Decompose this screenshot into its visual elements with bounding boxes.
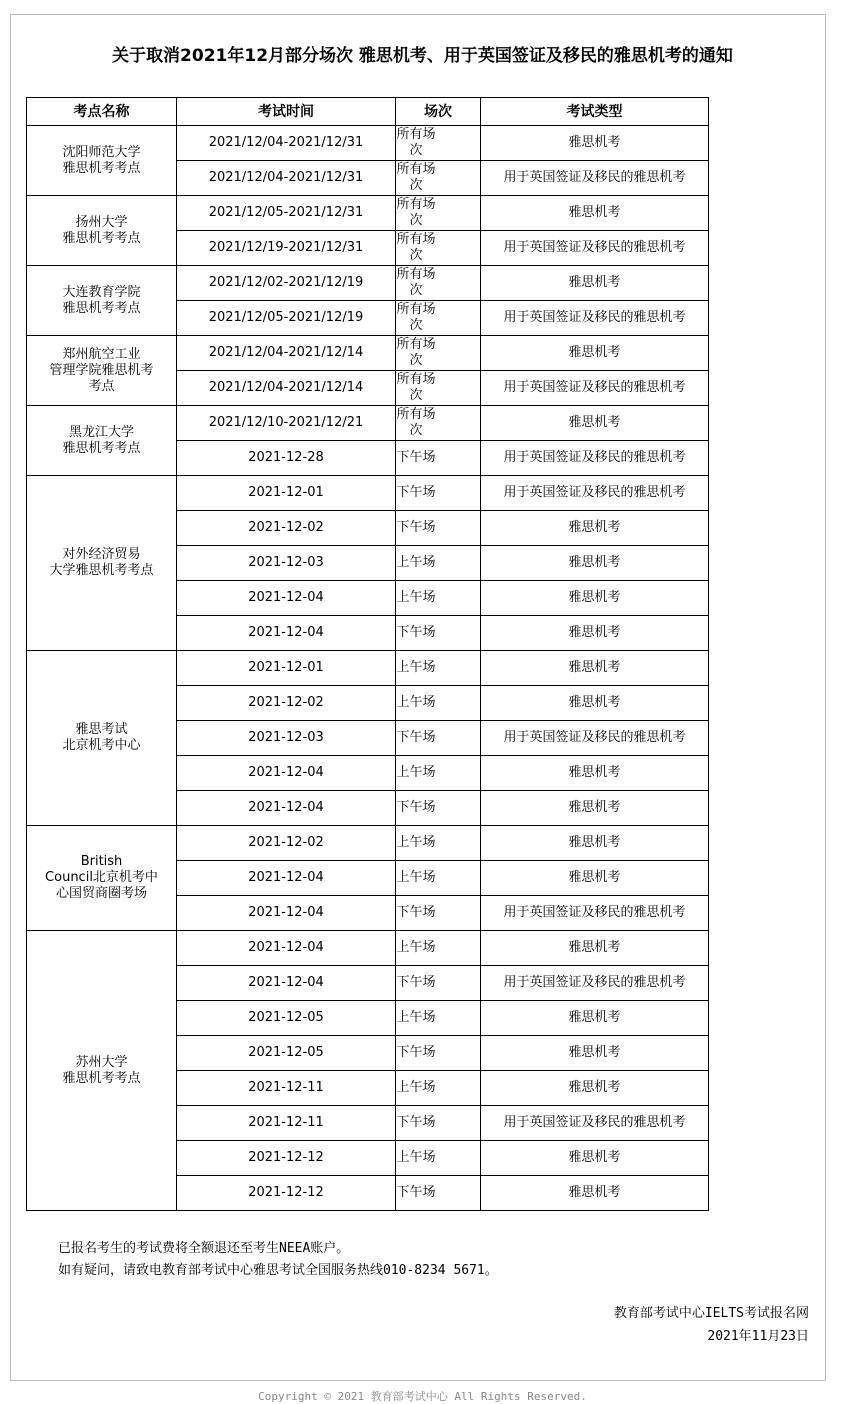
exam-date: 2021-12-02 (177, 511, 396, 546)
table-row (27, 126, 709, 161)
exam-type: 雅思机考 (481, 1071, 709, 1106)
exam-type: 雅思机考 (481, 196, 709, 231)
exam-type: 用于英国签证及移民的雅思机考 (481, 476, 709, 511)
exam-date: 2021-12-04 (177, 756, 396, 791)
exam-date: 2021-12-01 (177, 476, 396, 511)
exam-date: 2021-12-05 (177, 1036, 396, 1071)
exam-session-cell (396, 231, 481, 266)
exam-session: 下午场 (396, 450, 436, 465)
exam-session-cell (396, 1071, 481, 1106)
exam-type: 用于英国签证及移民的雅思机考 (481, 371, 709, 406)
test-center-name: 对外经济贸易 大学雅思机考考点 (27, 476, 177, 651)
exam-type: 雅思机考 (481, 1176, 709, 1211)
exam-session-cell (396, 1176, 481, 1211)
exam-session: 所有场次 (396, 232, 436, 263)
exam-type: 雅思机考 (481, 336, 709, 371)
exam-date: 2021-12-05 (177, 1001, 396, 1036)
exam-type: 雅思机考 (481, 791, 709, 826)
exam-session-cell (396, 1106, 481, 1141)
exam-type: 雅思机考 (481, 1001, 709, 1036)
exam-session: 上午场 (396, 1010, 436, 1025)
exam-type: 用于英国签证及移民的雅思机考 (481, 1106, 709, 1141)
exam-session: 上午场 (396, 870, 436, 885)
exam-session-cell (396, 651, 481, 686)
exam-session-cell (396, 931, 481, 966)
exam-type: 雅思机考 (481, 651, 709, 686)
exam-session-cell (396, 686, 481, 721)
exam-session-cell (396, 581, 481, 616)
exam-type: 雅思机考 (481, 581, 709, 616)
exam-session-cell (396, 406, 481, 441)
exam-date: 2021-12-04 (177, 581, 396, 616)
exam-type: 雅思机考 (481, 756, 709, 791)
exam-session: 所有场次 (396, 407, 436, 438)
exam-session: 所有场次 (396, 372, 436, 403)
table-row (27, 266, 709, 301)
exam-session: 下午场 (396, 1045, 436, 1060)
exam-session: 下午场 (396, 800, 436, 815)
exam-type: 用于英国签证及移民的雅思机考 (481, 441, 709, 476)
exam-session-cell (396, 126, 481, 161)
table-row (27, 196, 709, 231)
exam-type: 用于英国签证及移民的雅思机考 (481, 161, 709, 196)
table-header-row (27, 98, 709, 126)
exam-session-cell (396, 301, 481, 336)
exam-session: 上午场 (396, 695, 436, 710)
exam-date: 2021-12-04 (177, 791, 396, 826)
exam-date: 2021-12-01 (177, 651, 396, 686)
test-center-name: 大连教育学院 雅思机考考点 (27, 266, 177, 336)
exam-session-cell (396, 1036, 481, 1071)
exam-session: 下午场 (396, 730, 436, 745)
refund-note: 已报名考生的考试费将全额退还至考生NEEA账户。 (58, 1241, 350, 1256)
exam-date: 2021-12-02 (177, 686, 396, 721)
exam-session-cell (396, 371, 481, 406)
exam-date: 2021-12-04 (177, 931, 396, 966)
exam-type: 雅思机考 (481, 826, 709, 861)
table-row (27, 826, 709, 861)
exam-session: 下午场 (396, 520, 436, 535)
table-row (27, 336, 709, 371)
exam-type: 雅思机考 (481, 931, 709, 966)
test-center-name: 雅思考试 北京机考中心 (27, 651, 177, 826)
header-type: 考试类型 (481, 98, 709, 126)
exam-type: 雅思机考 (481, 266, 709, 301)
exam-session-cell (396, 266, 481, 301)
exam-date: 2021/12/04-2021/12/14 (177, 336, 396, 371)
header-session: 场次 (396, 98, 481, 126)
exam-date: 2021/12/04-2021/12/31 (177, 161, 396, 196)
exam-session: 所有场次 (396, 302, 436, 333)
exam-session-cell (396, 476, 481, 511)
exam-date: 2021/12/19-2021/12/31 (177, 231, 396, 266)
exam-session-cell (396, 1141, 481, 1176)
table-row (27, 406, 709, 441)
table-row (27, 651, 709, 686)
exam-date: 2021-12-04 (177, 616, 396, 651)
exam-session-cell (396, 546, 481, 581)
exam-type: 雅思机考 (481, 406, 709, 441)
test-center-name: 黑龙江大学 雅思机考考点 (27, 406, 177, 476)
exam-date: 2021/12/05-2021/12/31 (177, 196, 396, 231)
exam-date: 2021/12/10-2021/12/21 (177, 406, 396, 441)
exam-session: 上午场 (396, 940, 436, 955)
exam-date: 2021-12-11 (177, 1071, 396, 1106)
exam-session: 上午场 (396, 835, 436, 850)
header-time: 考试时间 (177, 98, 396, 126)
exam-date: 2021/12/05-2021/12/19 (177, 301, 396, 336)
exam-session-cell (396, 441, 481, 476)
exam-date: 2021-12-03 (177, 546, 396, 581)
exam-session-cell (396, 721, 481, 756)
exam-type: 雅思机考 (481, 511, 709, 546)
exam-session: 上午场 (396, 660, 436, 675)
table-row (27, 931, 709, 966)
cancellation-table (26, 97, 709, 1211)
exam-date: 2021-12-03 (177, 721, 396, 756)
exam-type: 雅思机考 (481, 546, 709, 581)
exam-date: 2021-12-28 (177, 441, 396, 476)
exam-date: 2021-12-04 (177, 896, 396, 931)
exam-date: 2021/12/04-2021/12/14 (177, 371, 396, 406)
test-center-name: British Council北京机考中 心国贸商圈考场 (27, 826, 177, 931)
exam-session: 下午场 (396, 1115, 436, 1130)
copyright-footer: Copyright © 2021 教育部考试中心 All Rights Reserved. (258, 1390, 587, 1403)
exam-date: 2021/12/04-2021/12/31 (177, 126, 396, 161)
test-center-name: 扬州大学 雅思机考考点 (27, 196, 177, 266)
exam-type: 用于英国签证及移民的雅思机考 (481, 231, 709, 266)
exam-session-cell (396, 1001, 481, 1036)
exam-session: 下午场 (396, 975, 436, 990)
exam-session-cell (396, 511, 481, 546)
exam-type: 用于英国签证及移民的雅思机考 (481, 301, 709, 336)
exam-date: 2021-12-12 (177, 1176, 396, 1211)
exam-session-cell (396, 896, 481, 931)
exam-session: 下午场 (396, 1185, 436, 1200)
exam-session: 所有场次 (396, 197, 436, 228)
exam-session-cell (396, 196, 481, 231)
exam-session: 所有场次 (396, 337, 436, 368)
exam-session: 下午场 (396, 905, 436, 920)
test-center-name: 郑州航空工业 管理学院雅思机考 考点 (27, 336, 177, 406)
exam-session: 上午场 (396, 765, 436, 780)
signature-org: 教育部考试中心IELTS考试报名网 (613, 1306, 809, 1321)
exam-date: 2021-12-11 (177, 1106, 396, 1141)
exam-session: 所有场次 (396, 267, 436, 298)
exam-type: 用于英国签证及移民的雅思机考 (481, 896, 709, 931)
table-row (27, 476, 709, 511)
exam-date: 2021-12-02 (177, 826, 396, 861)
header-center: 考点名称 (27, 98, 177, 126)
exam-type: 雅思机考 (481, 1036, 709, 1071)
exam-session-cell (396, 791, 481, 826)
exam-type: 雅思机考 (481, 861, 709, 896)
exam-type: 用于英国签证及移民的雅思机考 (481, 966, 709, 1001)
exam-type: 雅思机考 (481, 686, 709, 721)
exam-session: 所有场次 (396, 127, 436, 158)
table-body (27, 126, 709, 1211)
exam-date: 2021-12-04 (177, 966, 396, 1001)
signature-date: 2021年11月23日 (707, 1329, 809, 1344)
exam-date: 2021-12-12 (177, 1141, 396, 1176)
exam-date: 2021-12-04 (177, 861, 396, 896)
exam-session: 上午场 (396, 555, 436, 570)
exam-session-cell (396, 336, 481, 371)
exam-type: 雅思机考 (481, 126, 709, 161)
exam-session-cell (396, 826, 481, 861)
exam-session-cell (396, 966, 481, 1001)
exam-session-cell (396, 161, 481, 196)
exam-type: 雅思机考 (481, 616, 709, 651)
exam-session-cell (396, 861, 481, 896)
exam-session-cell (396, 616, 481, 651)
exam-type: 用于英国签证及移民的雅思机考 (481, 721, 709, 756)
exam-session: 所有场次 (396, 162, 436, 193)
exam-session: 上午场 (396, 1080, 436, 1095)
test-center-name: 苏州大学 雅思机考考点 (27, 931, 177, 1211)
exam-session: 上午场 (396, 1150, 436, 1165)
exam-date: 2021/12/02-2021/12/19 (177, 266, 396, 301)
page-title: 关于取消2021年12月部分场次 雅思机考、用于英国签证及移民的雅思机考的通知 (112, 46, 733, 66)
exam-session: 下午场 (396, 485, 436, 500)
contact-note: 如有疑问，请致电教育部考试中心雅思考试全国服务热线010-8234 5671。 (58, 1263, 498, 1278)
exam-session: 上午场 (396, 590, 436, 605)
exam-session-cell (396, 756, 481, 791)
test-center-name: 沈阳师范大学 雅思机考考点 (27, 126, 177, 196)
exam-type: 雅思机考 (481, 1141, 709, 1176)
exam-session: 下午场 (396, 625, 436, 640)
